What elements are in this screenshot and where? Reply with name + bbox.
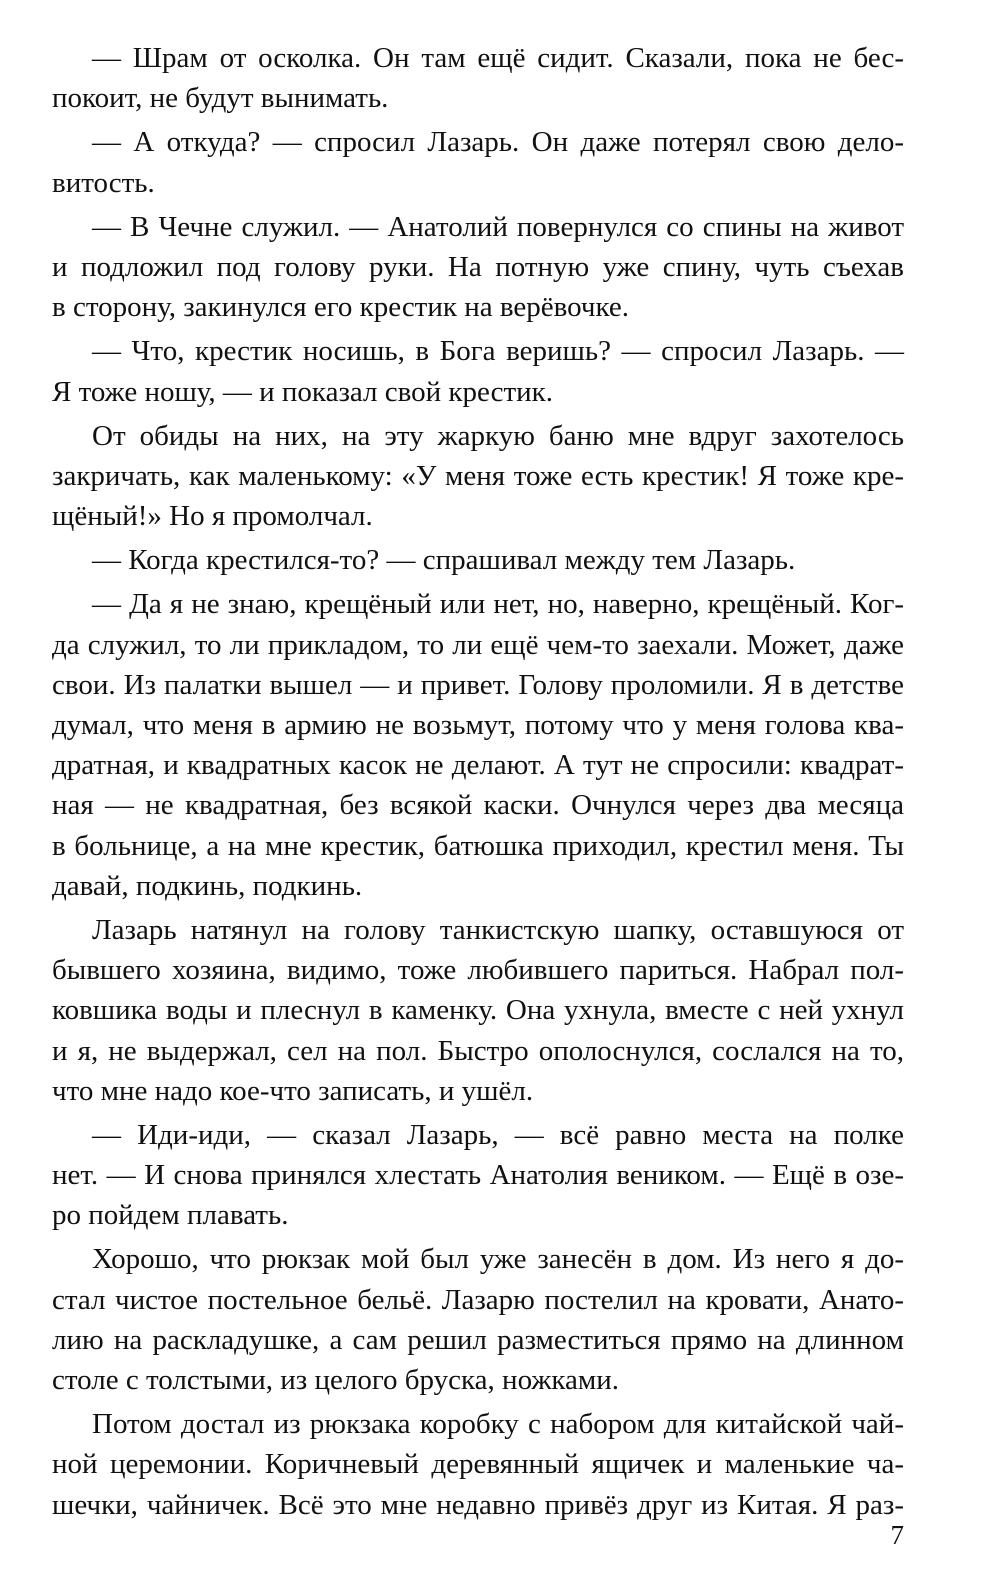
text-line: — А откуда? — спросил Лазарь. Он даже потерял свою дело- [92,126,904,159]
paragraph [52,416,904,537]
text-line: ная — не квадратная, без всякой каски. Очнулся через два месяца [52,789,904,822]
text-line: нет. — И снова принялся хлестать Анатолия веником. — Ещё в озе- [52,1159,904,1192]
page-number: 7 [890,1520,904,1550]
text-line: свои. Из палатки вышел — и привет. Голову проломили. Я в детстве [52,668,904,701]
text-line: Лазарь натянул на голову танкистскую шапку, оставшуюся от [92,913,904,946]
paragraph [52,38,904,118]
text-line: Хорошо, что рюкзак мой был уже занесён в дом. Из него я до- [92,1243,904,1276]
text-line: ро пойдем плавать. [52,1199,289,1232]
paragraph [52,910,904,1111]
paragraph [52,1404,904,1525]
text-line: и я, не выдержал, сел на пол. Быстро ополоснулся, сослался на то, [52,1034,904,1067]
text-line: ковшика воды и плеснул в каменку. Она ухнула, вместе с ней ухнул [52,994,904,1027]
text-line: и подложил под голову руки. На потную уже спину, чуть съехав [52,250,904,283]
text-line: ной церемонии. Коричневый деревянный ящичек и маленькие ча- [52,1448,904,1481]
paragraph [52,207,904,328]
text-line: дратная, и квадратных касок не делают. А тут не спросили: квадрат- [52,749,904,782]
text-line: бывшего хозяина, видимо, тоже любившего париться. Набрал пол- [52,954,904,987]
text-line: — Да я не знаю, крещёный или нет, но, наверно, крещёный. Ког- [92,588,904,621]
text-line: — Что, крестик носишь, в Бога веришь? — спросил Лазарь. — [92,335,904,368]
paragraph [52,540,904,580]
text-line: закричать, как маленькому: «У меня тоже есть крестик! Я тоже кре- [52,459,904,492]
paragraph [52,1115,904,1236]
text-line: думал, что меня в армию не возьмут, потому что у меня голова ква- [52,709,904,741]
text-line: в сторону, закинулся его крестик на верёвочке. [52,291,629,324]
text-line: стал чистое постельное бельё. Лазарю постелил на кровати, Анато- [52,1283,904,1316]
text-line: столе с толстыми, из целого бруска, ножками. [52,1364,620,1396]
text-line: шечки, чайничек. Всё это мне недавно привёз друг из Китая. Я раз- [52,1488,904,1521]
text-line: щёный!» Но я промолчал. [52,500,373,533]
text-line: что мне надо кое-что записать, и ушёл. [52,1074,534,1107]
paragraph [52,122,904,202]
paragraph [52,584,904,906]
text-line: лию на раскладушке, а сам решил разместиться прямо на длинном [52,1323,904,1356]
text-line: — Иди-иди, — сказал Лазарь, — всё равно места на полке [92,1118,904,1151]
text-line: — Шрам от осколка. Он там ещё сидит. Сказали, пока не бес- [92,42,904,74]
text-line: — Когда крестился-то? — спрашивал между тем Лазарь. [92,544,796,577]
text-line: в больнице, а на мне крестик, батюшка приходил, крестил меня. Ты [52,829,904,862]
book-page-text [52,38,904,1525]
paragraph [52,1239,904,1400]
paragraph [52,331,904,411]
text-line: Я тоже ношу, — и показал свой крестик. [52,375,553,408]
text-line: покоит, не будут вынимать. [52,82,389,115]
text-line: — В Чечне служил. — Анатолий повернулся со спины на живот [92,210,904,243]
text-line: давай, подкинь, подкинь. [52,869,363,902]
text-line: витость. [52,166,155,199]
text-line: да служил, то ли прикладом, то ли ещё чем-то заехали. Может, даже [52,628,904,661]
text-line: От обиды на них, на эту жаркую баню мне вдруг захотелось [92,419,904,452]
text-line: Потом достал из рюкзака коробку с набором для китайской чай- [92,1408,904,1441]
